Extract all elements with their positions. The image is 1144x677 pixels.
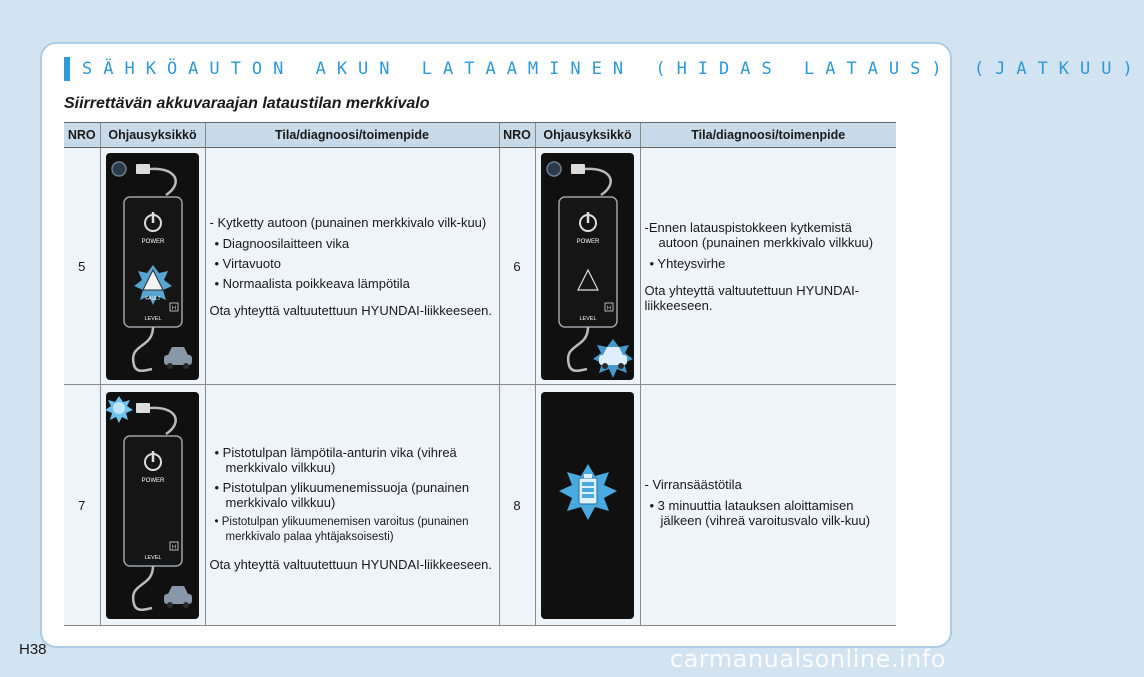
page-number: H38 [19,641,47,658]
level-badge-text: H [172,544,176,550]
status-bullet: • Pistotulpan lämpötila-anturin vika (vihreä merkkivalo vilkkuu) [214,444,457,475]
table-heading: Siirrettävän akkuvaraajan lataustilan merkkivalo [64,95,430,112]
power-label: POWER [576,238,600,245]
status-bullets [210,236,495,291]
status-description [205,148,499,385]
cable-line [150,168,176,194]
status-bullet: • Virtavuoto [214,255,281,271]
status-bullet: • Pistotulpan ylikuumenemisen varoitus (punainen merkkivalo palaa yhtäjaksoisesti) [214,515,469,543]
status-intro: - Kytketty autoon (punainen merkkivalo vilk-kuu) [209,214,487,230]
cable-line [568,327,588,371]
car-icon [164,586,192,608]
status-bullet: • Diagnoosilaitteen vika [214,235,350,251]
status-lamp-icon [112,162,126,176]
section-title-bar [64,57,1144,81]
column-header: Ohjausyksikkö [100,123,205,148]
charger-control-unit-image [541,153,634,380]
cable-line [133,566,153,610]
charging-indicator-table [64,122,896,626]
level-label: LEVEL [144,315,162,322]
power-label: POWER [141,477,165,484]
row-number: 7 [64,385,100,626]
watermark: carmanualsonline.info [669,645,946,673]
status-lamp-icon [547,162,561,176]
charger-control-unit-image [106,392,199,619]
contact-note: Ota yhteyttä valtuutettuun HYUNDAI-liikkeeseen. [209,302,493,318]
column-header: Ohjausyksikkö [535,123,640,148]
car-icon [164,347,192,369]
status-intro: -Ennen latauspistokkeen kytkemistä autoon (punainen merkkivalo vilkkuu) [644,219,874,250]
cable-line [133,327,153,371]
status-bullet: • 3 minuuttia latauksen aloittamisen jälkeen (vihreä varoitusvalo vilk-kuu) [649,498,871,528]
power-label: POWER [141,238,165,245]
table-header-row [64,123,896,148]
level-label: LEVEL [144,554,162,561]
cable-line [585,168,611,194]
column-header: Tila/diagnoosi/toimenpide [205,123,499,148]
status-lamp-icon [113,402,125,414]
charger-control-unit-image [106,153,199,380]
contact-note: Ota yhteyttä valtuutettuun HYUNDAI-liikkeeseen. [209,556,493,572]
status-bullets [210,445,495,545]
status-bullet: • Yhteysvirhe [649,255,726,271]
status-description [640,148,896,385]
level-badge-text: H [607,305,611,311]
level-label: LEVEL [579,315,597,322]
table-row [64,385,896,626]
status-bullets [645,256,893,271]
control-unit-cell [535,148,640,385]
status-description [205,385,499,626]
status-bullet: • Pistotulpan ylikuumenemissuoja (punainen merkkivalo vilkkuu) [214,479,470,510]
contact-note: Ota yhteyttä valtuutettuun HYUNDAI-liikkeeseen. [644,282,860,313]
row-number: 8 [499,385,535,626]
status-intro: - Virransäästötila [644,477,742,492]
table-row [64,148,896,385]
plug-icon [136,403,150,413]
plug-icon [136,164,150,174]
fault-label: FAULT [145,295,161,302]
column-header: Tila/diagnoosi/toimenpide [640,123,896,148]
control-unit-cell [100,385,205,626]
status-bullet: • Normaalista poikkeava lämpötila [214,275,410,291]
row-number: 6 [499,148,535,385]
column-header: NRO [499,123,535,148]
status-description [640,385,896,626]
control-unit-cell [100,148,205,385]
section-title: SÄHKÖAUTON AKUN LATAAMINEN (HIDAS LATAUS) (JATKUU) [82,59,1144,79]
charger-standby-image [541,392,634,619]
control-unit-cell [535,385,640,626]
row-number: 5 [64,148,100,385]
status-bullets [645,498,893,528]
level-badge-text: H [172,305,176,311]
plug-icon [571,164,585,174]
column-header: NRO [64,123,100,148]
cable-line [150,407,176,433]
